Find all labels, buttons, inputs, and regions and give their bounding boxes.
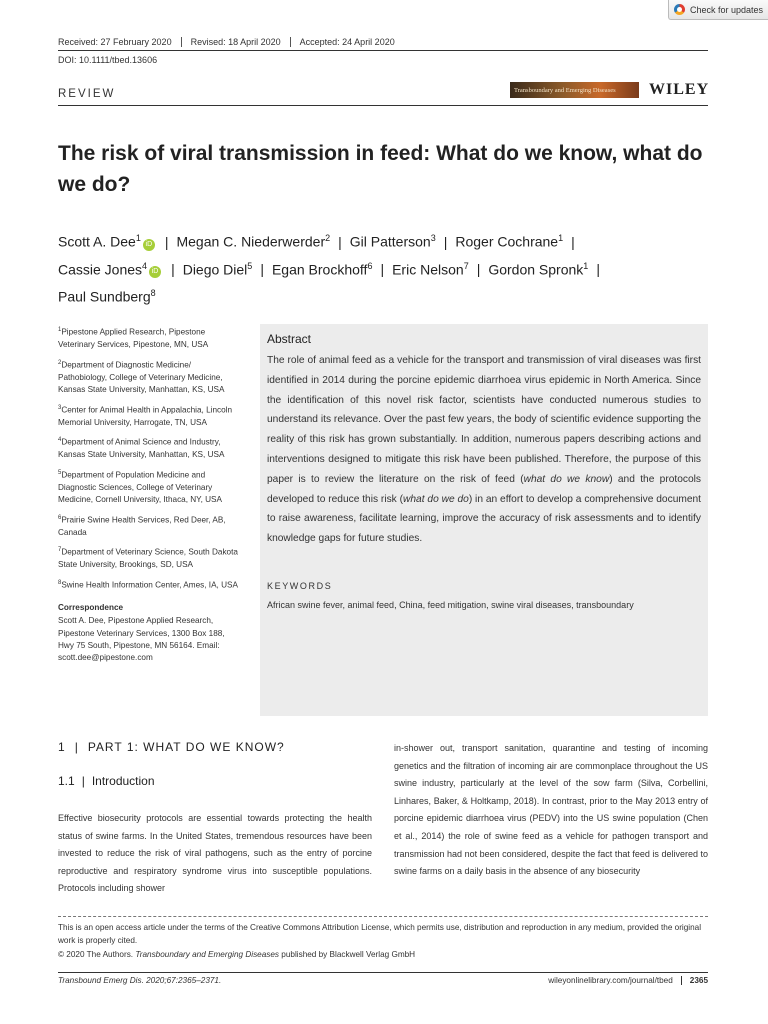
keywords-heading: KEYWORDS <box>267 581 333 591</box>
affiliation: $^1$Pipestone Applied Research, Pipestone Veterinary Services, Pipestone, MN, USA <box>58 327 209 350</box>
footer-rule <box>58 972 708 973</box>
check-for-updates-label: Check for updates <box>690 4 764 15</box>
author-name: Diego Diel <box>182 261 248 278</box>
journal-url[interactable]: wileyonlinelibrary.com/journal/tbed <box>548 976 673 985</box>
orcid-icon[interactable]: iD <box>143 239 155 251</box>
correspondence-heading: Correspondence <box>58 602 124 612</box>
keywords: African swine fever, animal feed, China, feed mitigation, swine viral diseases, transboundary <box>267 600 634 610</box>
affiliation: $^5$Department of Population Medicine and Diagnostic Sciences, College of Veterinary Medicine, Cornell University, Ithaca, NY, USA <box>58 469 222 505</box>
author-affiliation-sup: 4 <box>142 260 148 271</box>
title-rule <box>58 105 708 106</box>
author-affiliation-sup: 6 <box>367 260 373 271</box>
author-name: Scott A. Dee <box>58 233 136 250</box>
revised-date: Revised: 18 April 2020 <box>181 37 290 47</box>
author-separator: | <box>571 233 575 250</box>
abstract-box <box>260 324 708 716</box>
author-affiliation-sup: 5 <box>247 260 253 271</box>
affiliation: $^6$Prairie Swine Health Services, Red Deer, AB, Canada <box>58 514 226 537</box>
author-separator: | <box>380 261 385 278</box>
author-name: Megan C. Niederwerder <box>176 233 326 250</box>
author-name: Cassie Jones <box>58 261 143 278</box>
article-type: REVIEW <box>58 88 116 100</box>
affiliation: $^3$Center for Animal Health in Appalachia, Lincoln Memorial University, Harrogate, TN, USA <box>58 404 233 427</box>
author-separator: | <box>260 261 264 278</box>
author-separator: | <box>596 261 600 278</box>
orcid-icon[interactable]: iD <box>149 266 161 278</box>
author-separator: | <box>164 233 169 250</box>
author-name: Roger Cochrane <box>455 233 559 250</box>
check-for-updates-button[interactable] <box>668 0 768 20</box>
author-name: Gordon Spronk <box>488 261 584 278</box>
author-name: Eric Nelson <box>392 261 464 278</box>
author-affiliation-sup: 1 <box>135 233 141 243</box>
citation: Transbound Emerg Dis. 2020;67:2365–2371. <box>58 976 222 985</box>
article-title: The risk of viral transmission in feed: What do we know, what do we do? <box>58 142 703 196</box>
author-separator: | <box>443 233 448 250</box>
accepted-date: Accepted: 24 April 2020 <box>290 37 404 47</box>
author-affiliation-sup: 2 <box>325 233 331 243</box>
affiliation: $^8$Swine Health Information Center, Ames, IA, USA <box>58 579 238 590</box>
author-affiliation-sup: 1 <box>583 260 589 271</box>
author-affiliation-sup: 1 <box>558 233 564 243</box>
abstract-heading: Abstract <box>267 332 312 346</box>
publisher-logo: WILEY <box>649 81 710 98</box>
abstract-text: The role of animal feed as a vehicle for the transport and transmission of viral diseases was first identified in 2014 during the porcine epidemic diarrhoea virus epidemic in North America. Since the identification of this novel risk factor, scientists have conducted numerous studies to understand its relevance. Over the past few years, the body of scientific evidence supporting the reality of this risk has grown substantially. In addition, numerous papers describing actions and interventions designed to mitigate this risk have been published. Therefore, the purpose of this paper is to review the literature on the risk of feed (what do we know) and the protocols developed to reduce this risk (what do we do) in an effort to develop a comprehensive document to raise awareness, facilitate learning, improve the accuracy of risk assessments and to identify knowledge gaps for future studies. <box>267 355 702 545</box>
received-date: Received: 27 February 2020 <box>58 37 172 47</box>
footnote-rule <box>58 916 708 917</box>
affiliation: $^7$Department of Veterinary Science, South Dakota State University, Brookings, SD, USA <box>58 547 238 570</box>
copyright-text: © 2020 The Authors. Transboundary and Emerging Diseases published by Blackwell Verlag GmbH <box>58 949 416 959</box>
footer-right <box>548 976 708 985</box>
crossmark-icon <box>674 4 685 15</box>
author-separator: | <box>171 261 175 278</box>
author-name: Egan Brockhoff <box>271 261 368 278</box>
affiliation: $^4$Department of Animal Science and Industry, Kansas State University, Manhattan, KS, USA <box>58 437 225 460</box>
body-column-right: in-shower out, transport sanitation, quarantine and testing of incoming genetics and the filtration of incoming air are commonplace throughout the US swine industry, particularly at the level of the sow farm (Silva, Corbellini, Linhares, Baker, & Holtkamp, 2018). In contrast, prior to the May 2013 entry of porcine epidemic diarrhoea virus (PEDV) into the US swine population (Chen et al., 2014) the role of swine feed as a vehicle for pathogen transport and transmission had not been considered, despite the fact that feed is delivered to swine farms on a daily basis in the absence of any biosecurity <box>394 743 708 877</box>
author-list <box>58 226 708 309</box>
subsection-heading: 1.1 | Introduction <box>58 774 155 788</box>
author-affiliation-sup: 8 <box>150 288 156 299</box>
correspondence-text: Scott A. Dee, Pipestone Applied Research, Pipestone Veterinary Services, 1300 Box 188, Hwy 75 South, Pipestone, MN 56164. Email: scott.dee@pipestone.com <box>58 616 225 663</box>
doi[interactable]: DOI: 10.1111/tbed.13606 <box>58 55 158 65</box>
license-footnote <box>58 921 708 961</box>
author-affiliation-sup: 3 <box>430 233 436 243</box>
affiliations <box>58 324 238 670</box>
author-name: Paul Sundberg <box>58 288 151 305</box>
author-name: Gil Patterson <box>349 233 431 250</box>
author-separator: | <box>338 233 342 250</box>
section-heading: 1 | PART 1: WHAT DO WE KNOW? <box>58 740 285 754</box>
license-text: This is an open access article under the terms of the Creative Commons Attribution License, which permits use, distribution and reproduction in any medium, provided the original work is properly cited. <box>58 923 702 946</box>
body-column-left: Effective biosecurity protocols are essential towards protecting the health status of swine farms. In the United States, tremendous resources have been invested to reduce the risk of viral pathogens, such as the entry of porcine reproductive and respiratory syndrome virus into susceptible populations. Protocols including shower <box>58 813 372 894</box>
journal-banner: Transboundary and Emerging Diseases <box>510 82 639 98</box>
affiliation: $^2$Department of Diagnostic Medicine/ Pathobiology, College of Veterinary Medicine, Kansas State University, Manhattan, KS, USA <box>58 359 225 395</box>
author-separator: | <box>476 261 481 278</box>
history-dates <box>58 37 404 47</box>
page-number: 2365 <box>681 976 708 985</box>
header-rule <box>58 50 708 51</box>
author-affiliation-sup: 7 <box>463 260 469 271</box>
